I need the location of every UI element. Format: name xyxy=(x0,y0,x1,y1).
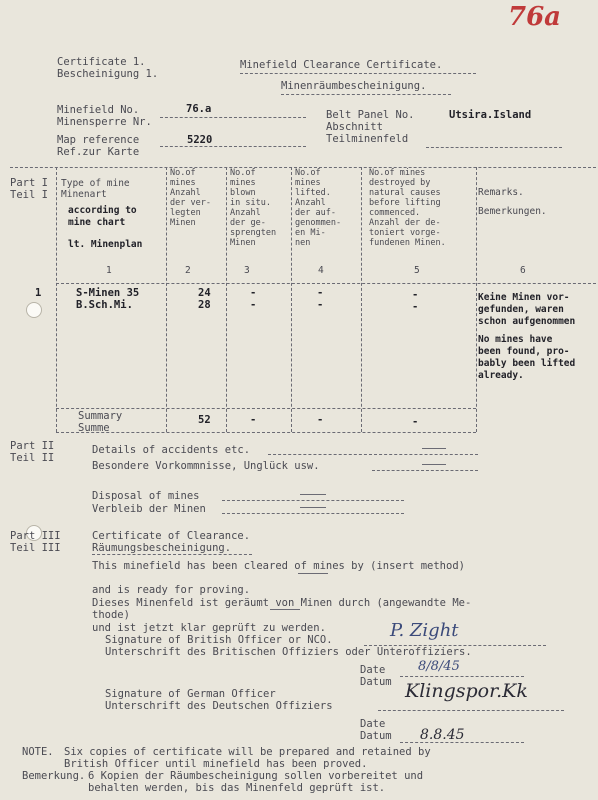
header-destroyed: destroyed by xyxy=(369,178,431,188)
header-lifted: No.of xyxy=(295,168,321,178)
bemerkung-line: behalten werden, bis das Minenfeld geprüft ist. xyxy=(88,782,386,794)
column-number: 2 xyxy=(185,265,191,276)
part2-label-de: Teil II xyxy=(10,452,55,464)
accidents-label-en: Details of accidents etc. xyxy=(92,444,251,456)
header-lifted: der auf- xyxy=(295,208,336,218)
header-type-line: according to xyxy=(68,205,137,216)
part1-label-en: Part I xyxy=(10,177,48,189)
belt-panel-value: Utsira.Island xyxy=(449,109,532,121)
note-label: NOTE. xyxy=(22,746,54,758)
remarks-de-line: gefunden, waren xyxy=(478,304,564,315)
date-label-en: Date xyxy=(360,718,386,730)
row-type: B.Sch.Mi. xyxy=(76,299,133,311)
title-de: Minenräumbescheinigung. xyxy=(281,80,427,92)
sig-german-en: Signature of German Officer xyxy=(105,688,276,700)
header-blown: Minen xyxy=(230,238,256,248)
remarks-en-line: No mines have xyxy=(478,334,553,345)
row-laid: 28 xyxy=(198,299,211,311)
remarks-en-line: been found, pro- xyxy=(478,346,570,357)
minefield-label-de: Minensperre Nr. xyxy=(57,116,152,128)
column-number: 5 xyxy=(414,265,420,276)
header-laid: Anzahl xyxy=(170,188,201,198)
summary-laid: 52 xyxy=(198,414,211,426)
clearance-line: Dieses Minenfeld ist geräumt von Minen durch (angewandte Me- xyxy=(92,597,472,609)
bemerkung-label: Bemerkung. xyxy=(22,770,86,782)
header-type-en: Type of mine xyxy=(61,178,130,189)
note-line: Six copies of certificate will be prepared and retained by xyxy=(64,746,431,758)
header-blown: sprengten xyxy=(230,228,277,238)
clearance-line: This minefield has been cleared of mines by (insert method) xyxy=(92,560,465,572)
sig-british-de: Unterschrift des Britischen Offiziers oder Unteroffiziers. xyxy=(105,646,472,658)
german-signature: Klingspor.Kk xyxy=(405,680,528,702)
stamp-number: 76a xyxy=(508,2,562,32)
row-destroyed: - xyxy=(412,289,419,301)
column-number: 1 xyxy=(106,265,112,276)
column-number: 3 xyxy=(244,265,250,276)
header-destroyed: before lifting xyxy=(369,198,441,208)
header-blown: No.of xyxy=(230,168,256,178)
header-lifted: mines xyxy=(295,178,321,188)
header-type-de: Minenart xyxy=(61,189,107,200)
header-destroyed: commenced. xyxy=(369,208,421,218)
header-laid: legten xyxy=(170,208,201,218)
header-lifted: en Mi- xyxy=(295,228,326,238)
column-number: 6 xyxy=(520,265,526,276)
note-line: British Officer until minefield has been proved. xyxy=(64,758,368,770)
header-blown: in situ. xyxy=(230,198,271,208)
header-laid: der ver- xyxy=(170,198,211,208)
british-date: 8/8/45 xyxy=(418,659,460,674)
punch-hole xyxy=(26,302,42,318)
sig-british-en: Signature of British Officer or NCO. xyxy=(105,634,333,646)
disposal-label-de: Verbleib der Minen xyxy=(92,503,206,515)
part3-label-en: Part III xyxy=(10,530,61,542)
belt-label-en: Belt Panel No. xyxy=(326,109,415,121)
part3-label-de: Teil III xyxy=(10,542,61,554)
clearance-heading-de: Räumungsbescheinigung. xyxy=(92,542,232,554)
header-type-line: mine chart xyxy=(68,217,126,228)
german-date: 8.8.45 xyxy=(420,727,465,743)
sig-german-de: Unterschrift des Deutschen Offiziers xyxy=(105,700,333,712)
header-blown: mines xyxy=(230,178,256,188)
row-lifted: - xyxy=(317,299,324,311)
header-lifted: nen xyxy=(295,238,311,248)
belt-label-de: Abschnitt xyxy=(326,121,383,133)
header-destroyed: fundenen Minen. xyxy=(369,238,446,248)
date-label-en: Date xyxy=(360,664,386,676)
header-blown: blown xyxy=(230,188,256,198)
date-label-de: Datum xyxy=(360,676,392,688)
minefield-label-en: Minefield No. xyxy=(57,104,140,116)
certificate-label-de: Bescheinigung 1. xyxy=(57,68,159,80)
map-label-de: Ref.zur Karte xyxy=(57,146,140,158)
clearance-heading-en: Certificate of Clearance. xyxy=(92,530,251,542)
british-signature: P. Zight xyxy=(390,620,459,641)
title-en: Minefield Clearance Certificate. xyxy=(240,59,443,71)
header-destroyed: No.of mines xyxy=(369,168,426,178)
remarks-en-line: already. xyxy=(478,370,524,381)
summary-destroyed: - xyxy=(412,416,419,428)
header-lifted: lifted. xyxy=(295,188,331,198)
summary-label-de: Summe xyxy=(78,422,110,434)
row-destroyed: - xyxy=(412,301,419,313)
summary-lifted: - xyxy=(317,414,324,426)
remarks-de-line: schon aufgenommen xyxy=(478,316,576,327)
minefield-number: 76.a xyxy=(186,103,212,115)
row-blown: - xyxy=(250,287,257,299)
header-lifted: Anzahl xyxy=(295,198,326,208)
row-blown: - xyxy=(250,299,257,311)
belt-label-de2: Teilminenfeld xyxy=(326,133,409,145)
header-remarks-de: Bemerkungen. xyxy=(478,206,547,217)
part1-label-de: Teil I xyxy=(10,189,48,201)
header-blown: der ge- xyxy=(230,218,266,228)
map-reference: 5220 xyxy=(187,134,213,146)
row-laid: 24 xyxy=(198,287,211,299)
certificate-label-en: Certificate 1. xyxy=(57,56,146,68)
column-number: 4 xyxy=(318,265,324,276)
remarks-de-line: Keine Minen vor- xyxy=(478,292,570,303)
header-type-line: lt. Minenplan xyxy=(68,239,143,250)
row-number: 1 xyxy=(35,287,42,299)
row-type: S-Minen 35 xyxy=(76,287,140,299)
summary-blown: - xyxy=(250,414,257,426)
header-remarks-en: Remarks. xyxy=(478,187,524,198)
clearance-line: und ist jetzt klar geprüft zu werden. xyxy=(92,622,326,634)
summary-label-en: Summary xyxy=(78,410,123,422)
header-destroyed: natural causes xyxy=(369,188,441,198)
clearance-line: and is ready for proving. xyxy=(92,584,251,596)
header-destroyed: Anzahl der de- xyxy=(369,218,441,228)
header-laid: mines xyxy=(170,178,196,188)
remarks-en-line: bably been lifted xyxy=(478,358,576,369)
header-lifted: genommen- xyxy=(295,218,342,228)
disposal-label-en: Disposal of mines xyxy=(92,490,200,502)
date-label-de: Datum xyxy=(360,730,392,742)
accidents-label-de: Besondere Vorkommnisse, Unglück usw. xyxy=(92,460,320,472)
bemerkung-line: 6 Kopien der Räumbescheinigung sollen vorbereitet und xyxy=(88,770,424,782)
row-lifted: - xyxy=(317,287,324,299)
part2-label-en: Part II xyxy=(10,440,55,452)
header-laid: Minen xyxy=(170,218,196,228)
clearance-line: thode) xyxy=(92,609,130,621)
header-destroyed: toniert vorge- xyxy=(369,228,441,238)
map-label-en: Map reference xyxy=(57,134,140,146)
header-blown: Anzahl xyxy=(230,208,261,218)
header-laid: No.of xyxy=(170,168,196,178)
